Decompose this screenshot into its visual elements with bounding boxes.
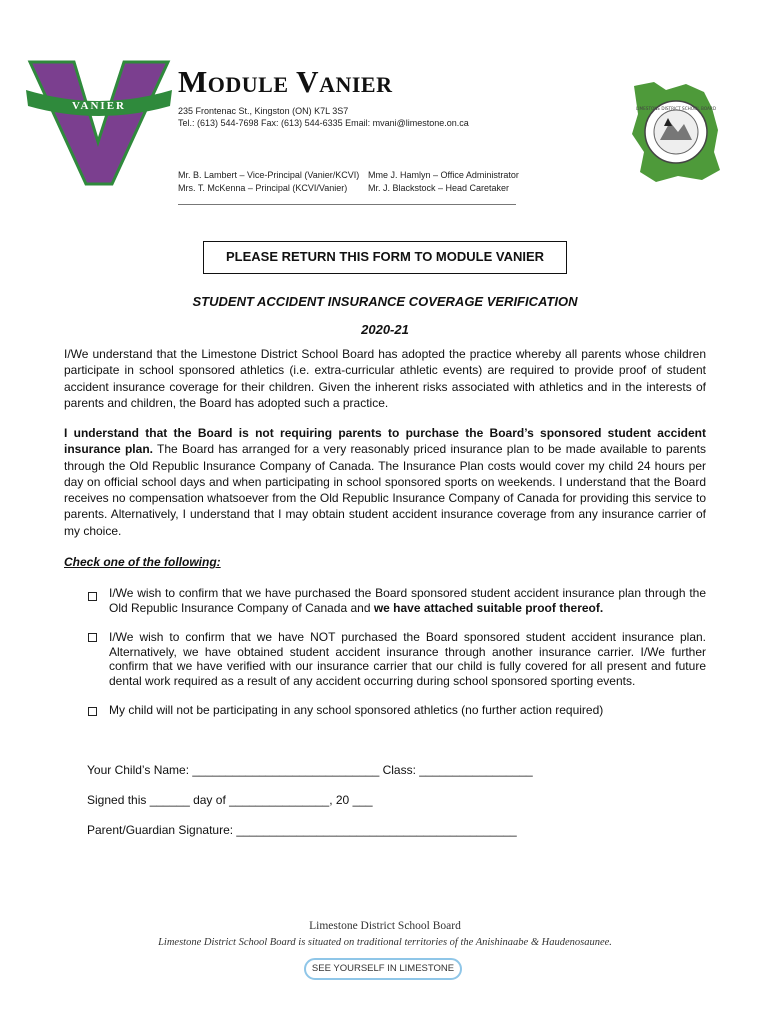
staff-mckenna: Mrs. T. McKenna – Principal (KCVI/Vanier) [178,183,348,193]
form-year: 2020-21 [361,322,409,337]
option-not-purchased-label: I/We wish to confirm that we have NOT purchased the Board sponsored student accident insurance plan. Alternatively, we have obtained student accident insurance through another insurance carrier. I/We further confirm that we have verified with our insurance carrier that our child is fully covered for all present and future dental work required as a result of any accident occurring during school sponsored sporting events. [109,630,706,688]
staff-left [178,169,359,195]
option-not-participating-label: My child will not be participating in any school sponsored athletics (no further action required) [109,703,604,717]
footer-board-name: Limestone District School Board [309,920,461,932]
intro-paragraph: I/We understand that the Limestone District School Board has adopted the practice whereby all parents whose children participate in school sponsored athletics (i.e. extra-curricular athletic events) are required to provide proof of student accident insurance coverage for their children. Given the inherent risks associated with athletics and in the interests of parents and children, the Board has adopted such a practice. [64,347,706,410]
header-divider [178,204,516,205]
school-name: Module Vanier [178,64,393,99]
child-name-class-field[interactable]: Your Child’s Name: ____________________________ Class: _________________ [87,763,533,777]
footer-territory-statement: Limestone District School Board is situated on traditional territories of the Anishinaabe & Haudenosaunee. [158,937,612,948]
see-yourself-badge: SEE YOURSELF IN LIMESTONE [304,958,462,980]
return-form-notice: PLEASE RETURN THIS FORM TO MODULE VANIER [203,241,567,274]
option-purchased-text: I/We wish to confirm that we have purchased the Board sponsored student accident insurance plan through the Old Republic Insurance Company of Canada and [109,586,706,615]
signed-date-field[interactable]: Signed this ______ day of _______________, 20 ___ [87,793,373,807]
option-purchased-checkbox[interactable] [88,592,97,601]
option-purchased-label [109,586,706,615]
staff-blackstock: Mr. J. Blackstock – Head Caretaker [368,183,510,193]
board-plan-paragraph [64,425,706,539]
check-one-heading: Check one of the following: [64,555,221,569]
school-contact: Tel.: (613) 544-7698 Fax: (613) 544-6335 Email: mvani@limestone.on.ca [178,118,469,128]
logo-text: VANIER [72,100,126,112]
form-title: STUDENT ACCIDENT INSURANCE COVERAGE VERIFICATION [192,294,578,309]
board-plan-text: The Board has arranged for a very reasonably priced insurance plan to be made available to parents through the Old Republic Insurance Company of Canada. The Insurance Plan costs would cover my child 24 hours per day on official school days and when participating in school sponsored sports on weekends. I understand that the Board receives no compensation whatsoever from the Old Republic Insurance Company of Canada for providing this service to parents. Alternatively, I understand that I may obtain student accident insurance coverage from any insurance carrier of my choice. [64,442,706,538]
limestone-board-logo [626,78,724,184]
school-address: 235 Frontenac St., Kingston (ON) K7L 3S7 [178,106,349,116]
staff-hamlyn: Mme J. Hamlyn – Office Administrator [368,170,519,180]
staff-right [368,169,519,195]
parent-signature-field[interactable]: Parent/Guardian Signature: __________________________________________ [87,823,517,837]
option-purchased-bold: we have attached suitable proof thereof. [373,600,604,615]
board-logo-text: LIMESTONE DISTRICT SCHOOL BOARD [635,106,717,111]
vanier-logo [24,60,174,186]
staff-lambert: Mr. B. Lambert – Vice-Principal (Vanier/KCVI) [178,170,360,180]
option-not-purchased-checkbox[interactable] [88,633,97,642]
option-not-participating-checkbox[interactable] [88,707,97,716]
board-plan-bold: I understand that the Board is not requiring parents to purchase the Board’s sponsored student accident insurance plan. [64,426,706,457]
